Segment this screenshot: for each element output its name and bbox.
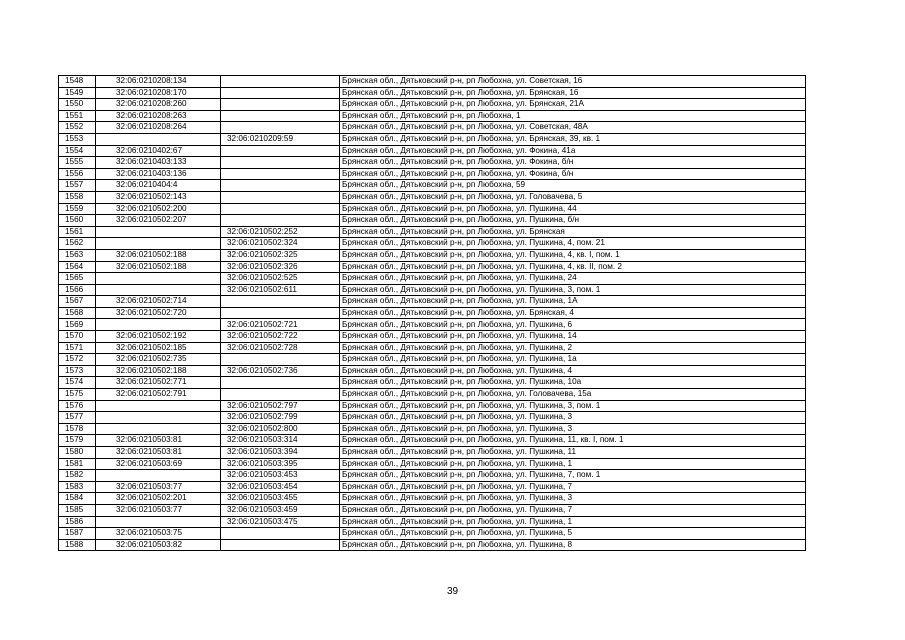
cadastral-number-cell: [96, 284, 221, 296]
row-number-cell: 1557: [59, 180, 96, 192]
object-cadastral-number-cell: [221, 191, 340, 203]
address-cell: Брянская обл., Дятьковский р-н, рп Любохна, ул. Пушкина, 8: [340, 539, 806, 551]
cadastral-number-cell: [96, 319, 221, 331]
row-number-cell: 1549: [59, 87, 96, 99]
object-cadastral-number-cell: 32:06:0210503:459: [221, 504, 340, 516]
table-row: [59, 249, 806, 261]
object-cadastral-number-cell: [221, 389, 340, 401]
object-cadastral-number-cell: 32:06:0210503:455: [221, 493, 340, 505]
object-cadastral-number-cell: [221, 215, 340, 227]
address-cell: Брянская обл., Дятьковский р-н, рп Любохна, ул. Советская, 16: [340, 76, 806, 88]
table-row: [59, 76, 806, 88]
object-cadastral-number-cell: 32:06:0210502:797: [221, 400, 340, 412]
address-cell: Брянская обл., Дятьковский р-н, рп Любохна, ул. Советская, 48А: [340, 122, 806, 134]
table-row: [59, 180, 806, 192]
address-cell: Брянская обл., Дятьковский р-н, рп Любохна, ул. Пушкина, 3: [340, 493, 806, 505]
address-cell: Брянская обл., Дятьковский р-н, рп Любохна, ул. Пушкина, 6: [340, 319, 806, 331]
address-cell: Брянская обл., Дятьковский р-н, рп Любохна, ул. Пушкина, 44: [340, 203, 806, 215]
table-row: [59, 400, 806, 412]
cadastral-number-cell: [96, 516, 221, 528]
row-number-cell: 1565: [59, 273, 96, 285]
row-number-cell: 1559: [59, 203, 96, 215]
row-number-cell: 1582: [59, 470, 96, 482]
object-cadastral-number-cell: 32:06:0210503:314: [221, 435, 340, 447]
object-cadastral-number-cell: [221, 87, 340, 99]
table-row: [59, 377, 806, 389]
object-cadastral-number-cell: 32:06:0210503:453: [221, 470, 340, 482]
cadastral-number-cell: [96, 273, 221, 285]
object-cadastral-number-cell: 32:06:0210503:395: [221, 458, 340, 470]
cadastral-number-cell: 32:06:0210404:4: [96, 180, 221, 192]
cadastral-number-cell: 32:06:0210208:263: [96, 110, 221, 122]
row-number-cell: 1548: [59, 76, 96, 88]
table-row: [59, 493, 806, 505]
cadastral-number-cell: 32:06:0210403:133: [96, 157, 221, 169]
row-number-cell: 1550: [59, 99, 96, 111]
address-cell: Брянская обл., Дятьковский р-н, рп Любохна, ул. Брянская, 16: [340, 87, 806, 99]
cadastral-number-cell: 32:06:0210208:170: [96, 87, 221, 99]
cadastral-number-cell: [96, 470, 221, 482]
cadastral-number-cell: 32:06:0210502:188: [96, 249, 221, 261]
row-number-cell: 1578: [59, 423, 96, 435]
object-cadastral-number-cell: [221, 99, 340, 111]
cadastral-number-cell: 32:06:0210403:136: [96, 168, 221, 180]
table-row: [59, 284, 806, 296]
address-cell: Брянская обл., Дятьковский р-н, рп Любохна, ул. Брянская: [340, 226, 806, 238]
table-row: [59, 504, 806, 516]
address-cell: Брянская обл., Дятьковский р-н, рп Любохна, ул. Головачева, 15а: [340, 389, 806, 401]
object-cadastral-number-cell: [221, 354, 340, 366]
object-cadastral-number-cell: 32:06:0210502:326: [221, 261, 340, 273]
row-number-cell: 1568: [59, 307, 96, 319]
table-row: [59, 226, 806, 238]
table-row: [59, 191, 806, 203]
object-cadastral-number-cell: [221, 110, 340, 122]
cadastral-number-cell: 32:06:0210503:81: [96, 435, 221, 447]
table-row: [59, 261, 806, 273]
table-row: [59, 516, 806, 528]
cadastral-number-cell: 32:06:0210502:771: [96, 377, 221, 389]
table-row: [59, 157, 806, 169]
object-cadastral-number-cell: [221, 180, 340, 192]
address-cell: Брянская обл., Дятьковский р-н, рп Любохна, ул. Пушкина, 11: [340, 447, 806, 459]
table-row: [59, 389, 806, 401]
cadastral-number-cell: [96, 423, 221, 435]
table-row: [59, 168, 806, 180]
table-body: [59, 76, 806, 551]
cadastral-number-cell: 32:06:0210208:134: [96, 76, 221, 88]
cadastral-number-cell: 32:06:0210502:200: [96, 203, 221, 215]
object-cadastral-number-cell: 32:06:0210502:728: [221, 342, 340, 354]
object-cadastral-number-cell: 32:06:0210502:324: [221, 238, 340, 250]
table-row: [59, 423, 806, 435]
table-row: [59, 528, 806, 540]
object-cadastral-number-cell: [221, 157, 340, 169]
row-number-cell: 1554: [59, 145, 96, 157]
cadastral-number-cell: [96, 133, 221, 145]
row-number-cell: 1561: [59, 226, 96, 238]
cadastral-table: [58, 75, 806, 551]
object-cadastral-number-cell: 32:06:0210503:475: [221, 516, 340, 528]
address-cell: Брянская обл., Дятьковский р-н, рп Любохна, ул. Пушкина, 24: [340, 273, 806, 285]
table-row: [59, 470, 806, 482]
address-cell: Брянская обл., Дятьковский р-н, рп Любохна, ул. Пушкина, 3: [340, 423, 806, 435]
object-cadastral-number-cell: 32:06:0210503:454: [221, 481, 340, 493]
object-cadastral-number-cell: 32:06:0210502:800: [221, 423, 340, 435]
address-cell: Брянская обл., Дятьковский р-н, рп Любохна, ул. Пушкина, 1а: [340, 354, 806, 366]
object-cadastral-number-cell: 32:06:0210502:325: [221, 249, 340, 261]
row-number-cell: 1588: [59, 539, 96, 551]
table-row: [59, 203, 806, 215]
row-number-cell: 1571: [59, 342, 96, 354]
table-row: [59, 481, 806, 493]
row-number-cell: 1587: [59, 528, 96, 540]
row-number-cell: 1564: [59, 261, 96, 273]
address-cell: Брянская обл., Дятьковский р-н, рп Любохна, ул. Пушкина, 7: [340, 504, 806, 516]
row-number-cell: 1575: [59, 389, 96, 401]
address-cell: Брянская обл., Дятьковский р-н, рп Любохна, ул. Пушкина, 3, пом. 1: [340, 400, 806, 412]
object-cadastral-number-cell: [221, 377, 340, 389]
cadastral-number-cell: 32:06:0210503:75: [96, 528, 221, 540]
table-row: [59, 307, 806, 319]
table-row: [59, 458, 806, 470]
cadastral-number-cell: 32:06:0210502:201: [96, 493, 221, 505]
address-cell: Брянская обл., Дятьковский р-н, рп Любохна, ул. Фокина, 41а: [340, 145, 806, 157]
cadastral-number-cell: 32:06:0210502:791: [96, 389, 221, 401]
table-row: [59, 145, 806, 157]
address-cell: Брянская обл., Дятьковский р-н, рп Любохна, ул. Пушкина, 3, пом. 1: [340, 284, 806, 296]
row-number-cell: 1585: [59, 504, 96, 516]
table-row: [59, 99, 806, 111]
row-number-cell: 1580: [59, 447, 96, 459]
object-cadastral-number-cell: [221, 203, 340, 215]
table-row: [59, 296, 806, 308]
address-cell: Брянская обл., Дятьковский р-н, рп Любохна, ул. Пушкина, 3: [340, 412, 806, 424]
table-row: [59, 331, 806, 343]
row-number-cell: 1558: [59, 191, 96, 203]
row-number-cell: 1551: [59, 110, 96, 122]
table-row: [59, 87, 806, 99]
address-cell: Брянская обл., Дятьковский р-н, рп Любохна, ул. Головачева, 5: [340, 191, 806, 203]
cadastral-number-cell: [96, 412, 221, 424]
address-cell: Брянская обл., Дятьковский р-н, рп Любохна, ул. Фокина, б/н: [340, 168, 806, 180]
address-cell: Брянская обл., Дятьковский р-н, рп Любохна, ул. Пушкина, 10а: [340, 377, 806, 389]
object-cadastral-number-cell: 32:06:0210502:721: [221, 319, 340, 331]
object-cadastral-number-cell: 32:06:0210503:394: [221, 447, 340, 459]
row-number-cell: 1574: [59, 377, 96, 389]
cadastral-number-cell: 32:06:0210502:720: [96, 307, 221, 319]
object-cadastral-number-cell: [221, 528, 340, 540]
address-cell: Брянская обл., Дятьковский р-н, рп Любохна, 1: [340, 110, 806, 122]
object-cadastral-number-cell: [221, 145, 340, 157]
row-number-cell: 1556: [59, 168, 96, 180]
row-number-cell: 1562: [59, 238, 96, 250]
row-number-cell: 1560: [59, 215, 96, 227]
cadastral-number-cell: 32:06:0210502:188: [96, 261, 221, 273]
cadastral-number-cell: 32:06:0210208:264: [96, 122, 221, 134]
cadastral-number-cell: 32:06:0210503:77: [96, 504, 221, 516]
row-number-cell: 1581: [59, 458, 96, 470]
address-cell: Брянская обл., Дятьковский р-н, рп Любохна, ул. Брянская, 39, кв. 1: [340, 133, 806, 145]
row-number-cell: 1566: [59, 284, 96, 296]
table-row: [59, 447, 806, 459]
table-row: [59, 122, 806, 134]
row-number-cell: 1579: [59, 435, 96, 447]
address-cell: Брянская обл., Дятьковский р-н, рп Любохна, ул. Пушкина, б/н: [340, 215, 806, 227]
address-cell: Брянская обл., Дятьковский р-н, рп Любохна, ул. Пушкина, 1А: [340, 296, 806, 308]
cadastral-number-cell: 32:06:0210208:260: [96, 99, 221, 111]
object-cadastral-number-cell: 32:06:0210502:611: [221, 284, 340, 296]
table-row: [59, 412, 806, 424]
table-row: [59, 435, 806, 447]
row-number-cell: 1569: [59, 319, 96, 331]
object-cadastral-number-cell: 32:06:0210209:59: [221, 133, 340, 145]
cadastral-number-cell: 32:06:0210502:185: [96, 342, 221, 354]
cadastral-number-cell: 32:06:0210503:81: [96, 447, 221, 459]
object-cadastral-number-cell: 32:06:0210502:722: [221, 331, 340, 343]
object-cadastral-number-cell: [221, 122, 340, 134]
object-cadastral-number-cell: 32:06:0210502:525: [221, 273, 340, 285]
address-cell: Брянская обл., Дятьковский р-н, рп Любохна, 59: [340, 180, 806, 192]
table-row: [59, 342, 806, 354]
object-cadastral-number-cell: [221, 296, 340, 308]
cadastral-number-cell: 32:06:0210402:67: [96, 145, 221, 157]
table-row: [59, 110, 806, 122]
cadastral-number-cell: 32:06:0210502:192: [96, 331, 221, 343]
table-row: [59, 319, 806, 331]
cadastral-number-cell: 32:06:0210502:188: [96, 365, 221, 377]
object-cadastral-number-cell: 32:06:0210502:799: [221, 412, 340, 424]
cadastral-number-cell: [96, 238, 221, 250]
address-cell: Брянская обл., Дятьковский р-н, рп Любохна, ул. Пушкина, 4: [340, 365, 806, 377]
table-row: [59, 539, 806, 551]
cadastral-number-cell: [96, 226, 221, 238]
cadastral-number-cell: 32:06:0210502:714: [96, 296, 221, 308]
object-cadastral-number-cell: 32:06:0210502:736: [221, 365, 340, 377]
address-cell: Брянская обл., Дятьковский р-н, рп Любохна, ул. Пушкина, 11, кв. I, пом. 1: [340, 435, 806, 447]
row-number-cell: 1572: [59, 354, 96, 366]
cadastral-number-cell: 32:06:0210502:207: [96, 215, 221, 227]
table-row: [59, 133, 806, 145]
row-number-cell: 1567: [59, 296, 96, 308]
row-number-cell: 1584: [59, 493, 96, 505]
table-row: [59, 238, 806, 250]
table-row: [59, 354, 806, 366]
row-number-cell: 1563: [59, 249, 96, 261]
table-row: [59, 273, 806, 285]
address-cell: Брянская обл., Дятьковский р-н, рп Любохна, ул. Брянская, 21А: [340, 99, 806, 111]
cadastral-number-cell: 32:06:0210502:735: [96, 354, 221, 366]
address-cell: Брянская обл., Дятьковский р-н, рп Любохна, ул. Фокина, б/н: [340, 157, 806, 169]
object-cadastral-number-cell: 32:06:0210502:252: [221, 226, 340, 238]
row-number-cell: 1586: [59, 516, 96, 528]
cadastral-number-cell: 32:06:0210503:77: [96, 481, 221, 493]
address-cell: Брянская обл., Дятьковский р-н, рп Любохна, ул. Пушкина, 7, пом. 1: [340, 470, 806, 482]
cadastral-number-cell: 32:06:0210503:69: [96, 458, 221, 470]
cadastral-number-cell: [96, 400, 221, 412]
address-cell: Брянская обл., Дятьковский р-н, рп Любохна, ул. Пушкина, 4, пом. 21: [340, 238, 806, 250]
row-number-cell: 1573: [59, 365, 96, 377]
row-number-cell: 1576: [59, 400, 96, 412]
address-cell: Брянская обл., Дятьковский р-н, рп Любохна, ул. Пушкина, 1: [340, 516, 806, 528]
row-number-cell: 1552: [59, 122, 96, 134]
row-number-cell: 1570: [59, 331, 96, 343]
object-cadastral-number-cell: [221, 76, 340, 88]
address-cell: Брянская обл., Дятьковский р-н, рп Любохна, ул. Пушкина, 1: [340, 458, 806, 470]
row-number-cell: 1555: [59, 157, 96, 169]
row-number-cell: 1553: [59, 133, 96, 145]
address-cell: Брянская обл., Дятьковский р-н, рп Любохна, ул. Пушкина, 4, кв. I, пом. 1: [340, 249, 806, 261]
object-cadastral-number-cell: [221, 307, 340, 319]
address-cell: Брянская обл., Дятьковский р-н, рп Любохна, ул. Пушкина, 2: [340, 342, 806, 354]
address-cell: Брянская обл., Дятьковский р-н, рп Любохна, ул. Пушкина, 5: [340, 528, 806, 540]
table-row: [59, 215, 806, 227]
address-cell: Брянская обл., Дятьковский р-н, рп Любохна, ул. Пушкина, 4, кв. II, пом. 2: [340, 261, 806, 273]
object-cadastral-number-cell: [221, 539, 340, 551]
cadastral-number-cell: 32:06:0210502:143: [96, 191, 221, 203]
row-number-cell: 1577: [59, 412, 96, 424]
address-cell: Брянская обл., Дятьковский р-н, рп Любохна, ул. Пушкина, 7: [340, 481, 806, 493]
address-cell: Брянская обл., Дятьковский р-н, рп Любохна, ул. Пушкина, 14: [340, 331, 806, 343]
table-row: [59, 365, 806, 377]
address-cell: Брянская обл., Дятьковский р-н, рп Любохна, ул. Брянская, 4: [340, 307, 806, 319]
cadastral-number-cell: 32:06:0210503:82: [96, 539, 221, 551]
object-cadastral-number-cell: [221, 168, 340, 180]
row-number-cell: 1583: [59, 481, 96, 493]
page-number: 39: [446, 586, 459, 597]
